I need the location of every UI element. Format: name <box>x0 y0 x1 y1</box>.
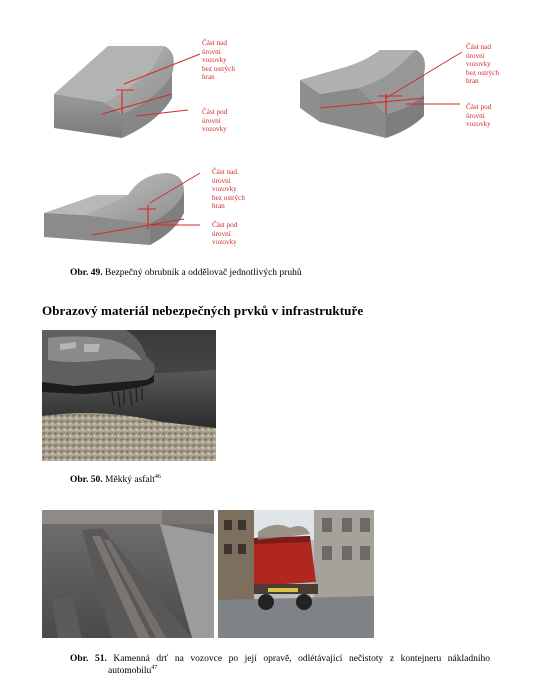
figure50-caption-text: Měkký asfalt <box>105 475 155 485</box>
section-title: Obrazový materiál nebezpečných prvků v infrastruktuře <box>42 303 364 318</box>
figure51-footnote: 47 <box>151 664 158 671</box>
figure51-caption-line1 <box>70 653 490 665</box>
figure49-caption <box>70 267 302 279</box>
diagram1-label-above: Část nad úrovní vozovky bez ostrých hran <box>202 39 235 82</box>
diagram3-label-below: Část pod úrovní vozovky <box>212 221 238 247</box>
diagram2-label-below: Část pod úrovní vozovky <box>466 103 492 129</box>
figure50-caption <box>70 474 161 486</box>
figure49-caption-text: Bezpečný obrubník a oddělovač jednotlivých pruhů <box>105 268 302 278</box>
diagram1-label-below: Část pod úrovní vozovky <box>202 108 228 134</box>
soft-asphalt-photo <box>42 330 216 461</box>
figure51-caption-line2 <box>108 665 157 677</box>
figure51-caption-text-line2: automobilu <box>108 666 152 676</box>
road-gravel-photo <box>42 510 214 638</box>
truck-photo <box>218 510 374 638</box>
diagram3-label-above: Část nad. úrovní vozovky bez ostrých hran <box>212 168 245 211</box>
figure50-caption-number: Obr. 50. <box>70 475 103 485</box>
figure51-caption-text-line1: Kamenná drť na vozovce po její opravě, odlétávající nečistoty z kontejneru nákladního <box>113 654 490 664</box>
figure50-footnote: 46 <box>154 473 161 480</box>
diagram2-label-above: Část nad úrovní vozovky bez ostrých hran <box>466 43 499 86</box>
figure51-caption-number: Obr. 51. <box>70 654 107 664</box>
figure49-caption-number: Obr. 49. <box>70 268 103 278</box>
